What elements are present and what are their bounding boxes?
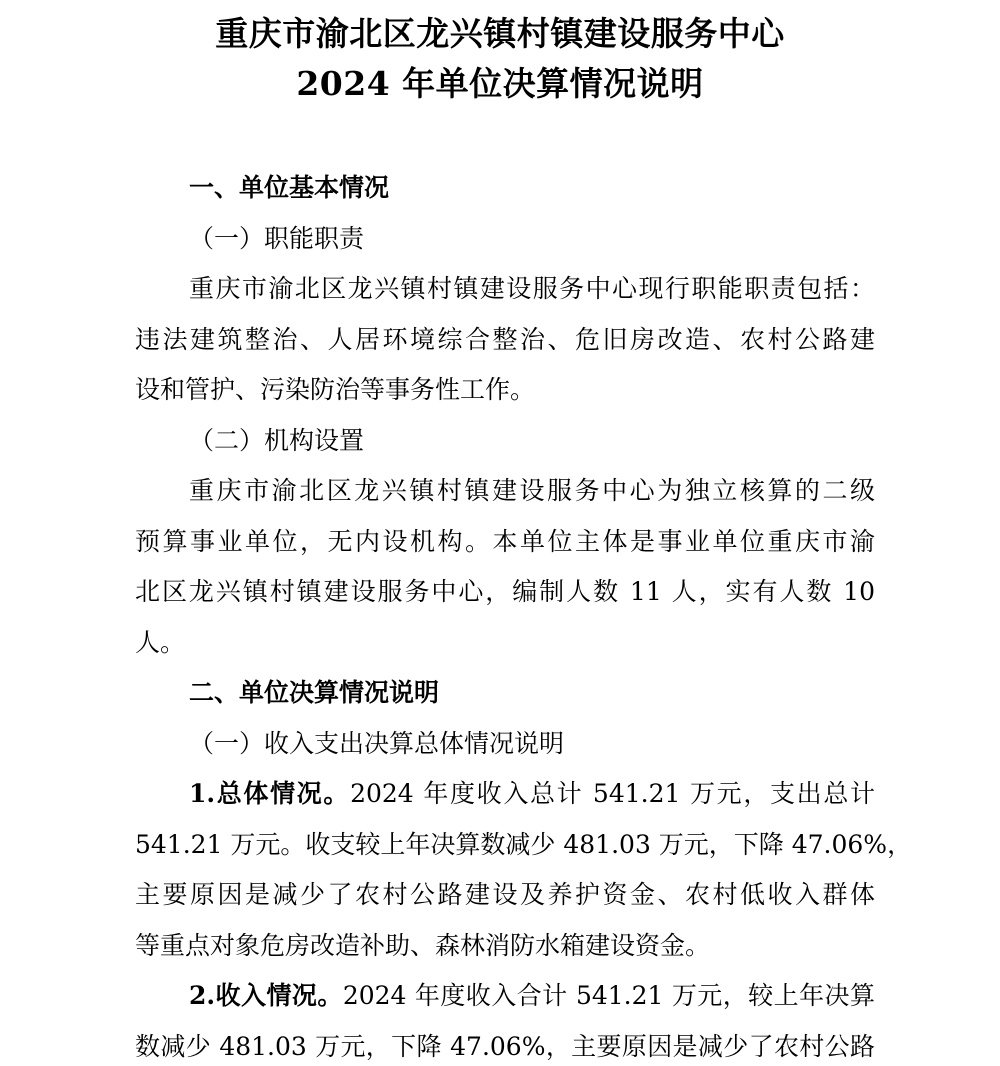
paragraph-line: 预算事业单位，无内设机构。本单位主体是事业单位重庆市渝 xyxy=(135,527,875,556)
section-1-sub-1-heading: （一）职能职责 xyxy=(189,224,365,253)
paragraph-line: 主要原因是减少了农村公路建设及养护资金、农村低收入群体 xyxy=(135,880,875,909)
paragraph-line: 数减少 481.03 万元，下降 47.06%，主要原因是减少了农村公路 xyxy=(135,1032,875,1061)
paragraph-text: 2024 年度收入总计 541.21 万元，支出总计 xyxy=(350,779,875,808)
paragraph-line: 重庆市渝北区龙兴镇村镇建设服务中心现行职能职责包括： xyxy=(189,274,875,303)
document-title-line-2: 2024 年单位决算情况说明 xyxy=(296,64,704,103)
paragraph-run-in-heading: 1.总体情况。 xyxy=(189,779,351,808)
paragraph-run-in-heading: 2.收入情况。 xyxy=(189,981,343,1010)
paragraph-line: 重庆市渝北区龙兴镇村镇建设服务中心为独立核算的二级 xyxy=(189,476,875,505)
section-1-heading: 一、单位基本情况 xyxy=(189,173,390,202)
paragraph-line: 北区龙兴镇村镇建设服务中心，编制人数 11 人，实有人数 10 xyxy=(135,577,875,606)
paragraph-line xyxy=(189,979,875,1013)
paragraph-line: 违法建筑整治、人居环境综合整治、危旧房改造、农村公路建 xyxy=(135,325,875,354)
paragraph-line xyxy=(189,777,875,811)
section-2-heading: 二、单位决算情况说明 xyxy=(189,678,440,707)
section-2-sub-1-heading: （一）收入支出决算总体情况说明 xyxy=(189,729,565,758)
section-1-sub-2-heading: （二）机构设置 xyxy=(189,426,365,455)
document-title-line-1: 重庆市渝北区龙兴镇村镇建设服务中心 xyxy=(215,14,785,53)
paragraph-line: 人。 xyxy=(135,628,186,657)
paragraph-line: 设和管护、污染防治等事务性工作。 xyxy=(135,375,536,404)
paragraph-text: 2024 年度收入合计 541.21 万元，较上年决算 xyxy=(342,981,875,1010)
paragraph-line: 541.21 万元。收支较上年决算数减少 481.03 万元，下降 47.06%， xyxy=(135,830,913,859)
paragraph-line: 等重点对象危房改造补助、森林消防水箱建设资金。 xyxy=(135,931,711,960)
